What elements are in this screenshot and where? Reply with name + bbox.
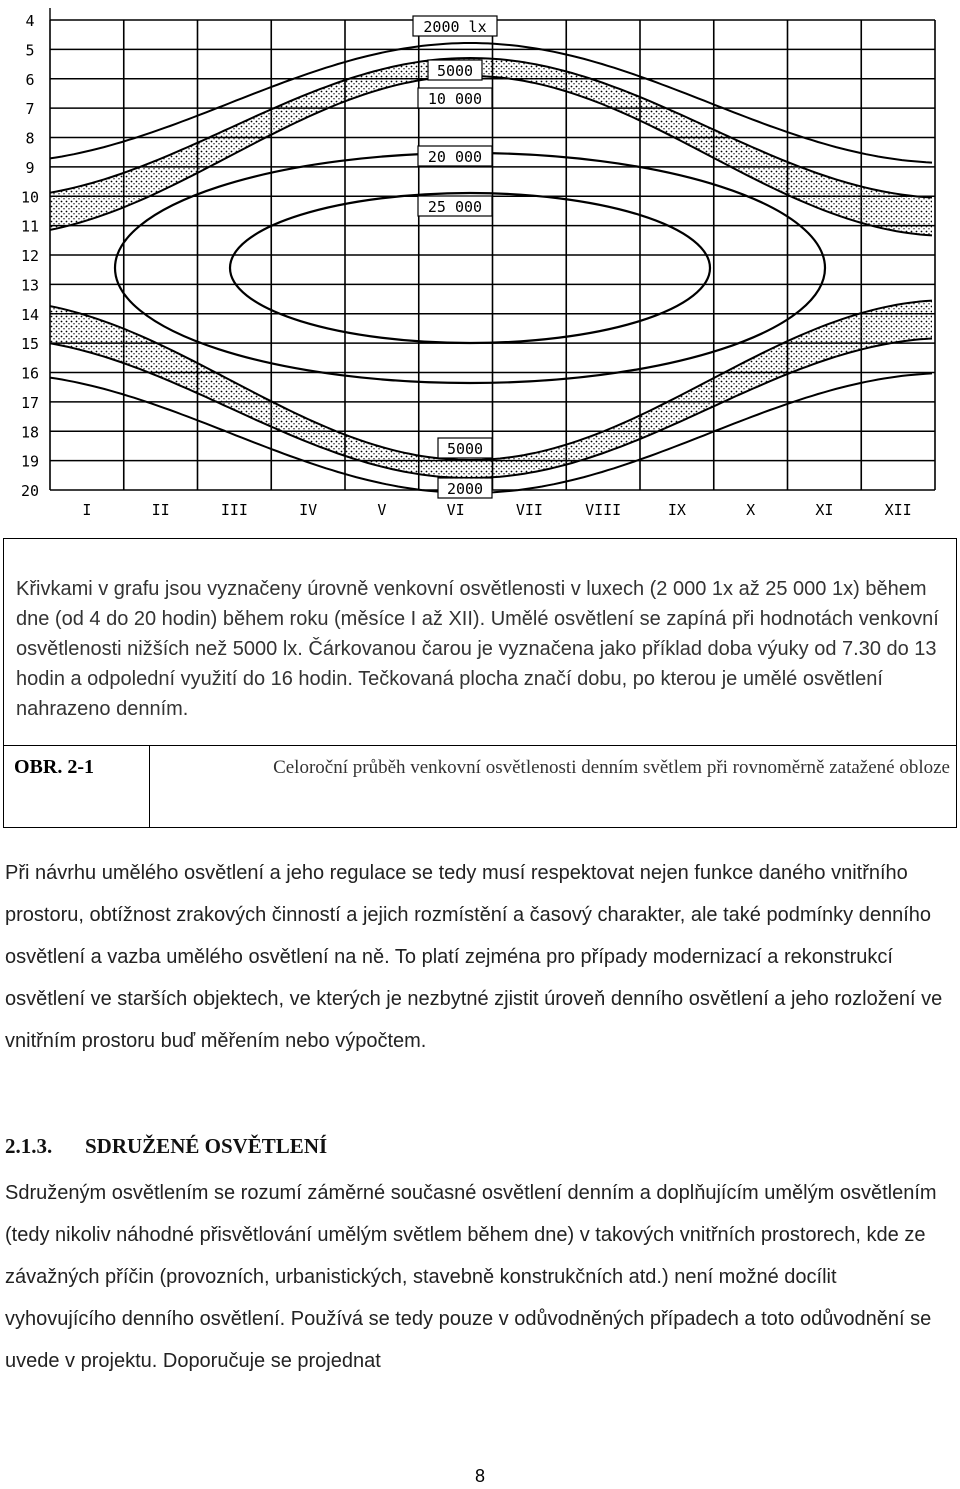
month-tick-label: VI [446,501,465,519]
hour-tick-label: 15 [20,335,40,354]
figure-label-cell [4,746,150,828]
hour-tick-label: 13 [20,276,40,295]
month-tick-label: X [746,501,756,519]
hour-tick-label: 19 [20,452,40,471]
figure-caption-row [4,745,956,829]
month-tick-label: XII [884,501,912,519]
contour-label: 5000 [436,62,474,80]
contour-label: 5000 [446,440,484,458]
hour-tick-label: 17 [20,393,40,412]
contour-20000-lx [115,153,825,383]
hour-tick-label: 6 [25,70,35,89]
section-number: 2.1.3. [5,1134,53,1158]
illuminance-figure [0,0,960,540]
contour-label: 2000 lx [423,18,487,36]
contour-label: 10 000 [427,90,483,108]
month-tick-label: IX [667,501,686,519]
hour-tick-label: 20 [20,482,40,500]
hour-tick-label: 5 [25,41,35,60]
hour-tick-label: 14 [20,305,40,324]
figure-label: OBR. 2-1 [14,756,94,778]
month-tick-label: II [151,501,170,519]
chart-labels [21,12,912,519]
section-title: SDRUŽENÉ OSVĚTLENÍ [85,1134,328,1158]
contour-label: 20 000 [427,148,483,166]
month-tick-label: VIII [585,501,622,519]
figure-caption-box [3,538,957,828]
body-paragraph-2: Sdruženým osvětlením se rozumí záměrné současné osvětlení denním a doplňujícím umělým osvětlením (tedy nikoliv náhodné přisvětlování umělým světlem během dne) v takových vnitřních prostorech, kde ze závažných příčin (provozních, urbanistických, stavebně konstrukčních atd.) není možné docílit vyhovujícího denního osvětlení. Používá se tedy pouze v odůvodněných případech a toto odůvodnění se uvede v projektu. Doporučuje se projednat [5,1182,937,1372]
contour-label: 2000 [446,480,484,498]
hour-tick-label: 18 [20,423,40,442]
month-tick-label: III [220,501,248,519]
section-heading [5,1134,327,1159]
month-tick-label: V [377,501,387,519]
body-paragraph-1: Při návrhu umělého osvětlení a jeho regulace se tedy musí respektovat nejen funkce daného vnitřního prostoru, obtížnost zrakových činností a jejich rozmístění a časový charakter, ale také podmínky denního osvětlení a vazba umělého osvětlení na ně. To platí zejména pro případy modernizací a rekonstrukcí osvětlení ve starších objektech, ve kterých je nezbytné zjistit úroveň denního osvětlení a jeho rozložení ve vnitřním prostoru buď měřením nebo výpočtem. [5,862,943,1052]
page-number: 8 [474,1466,485,1486]
hour-tick-label: 9 [25,158,35,177]
hour-tick-label: 12 [20,247,40,265]
hour-tick-label: 10 [20,188,40,207]
hour-tick-label: 16 [20,364,40,383]
month-tick-label: XI [815,501,834,519]
hour-tick-label: 7 [25,100,35,119]
figure-title: Celoroční průběh venkovní osvětlenosti denním světlem při rovnoměrně zatažené obloze [273,757,950,778]
month-tick-label: VII [515,501,543,519]
hour-tick-label: 11 [20,217,40,236]
month-tick-label: I [82,501,92,519]
chart-grid [50,8,935,490]
figure-description: Křivkami v grafu jsou vyznačeny úrovně venkovní osvětlenosti v luxech (2 000 1x až 25 000 1x) během dne (od 4 do 20 hodin) během roku (měsíce I až XII). Umělé osvětlení se zapíná při hodnotách venkovní osvětlenosti nižších než 5000 lx. Čárkovanou čarou je vyznačena jako příklad doba výuky od 7.30 do 13 hodin a odpolední využití do 16 hodin. Tečkovaná plocha značí dobu, po kterou je umělé osvětlení nahrazeno denním. [16,578,939,720]
hour-tick-label: 4 [25,12,35,30]
hour-tick-label: 8 [25,129,35,148]
illuminance-contour-chart [0,0,960,540]
contour-label: 25 000 [427,198,483,216]
contour-lines [50,43,932,493]
month-tick-label: IV [299,501,318,519]
